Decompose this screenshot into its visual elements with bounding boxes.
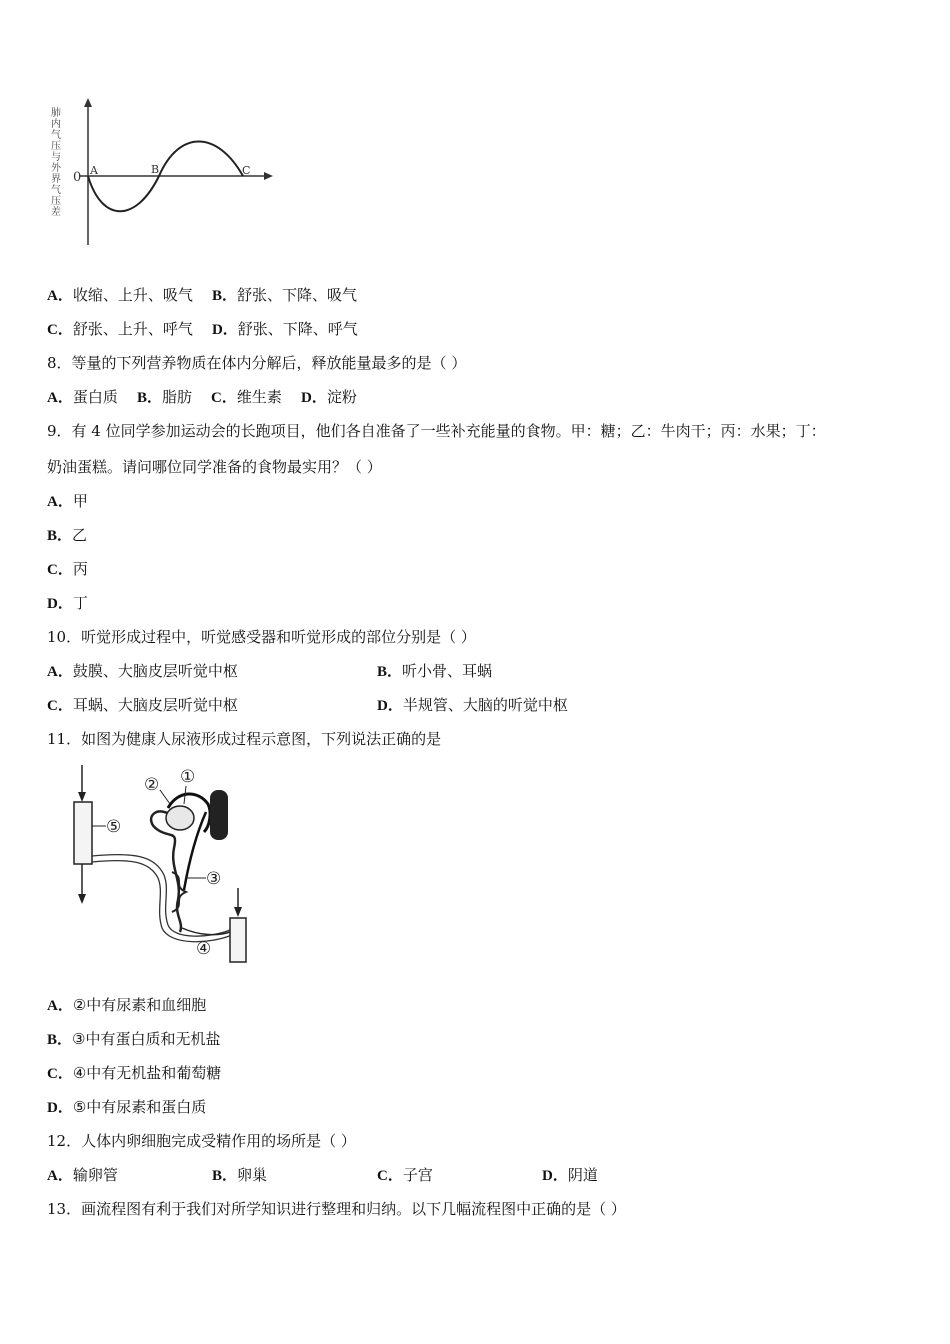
q10-option-a-label: A． <box>47 664 73 680</box>
q9-option-a-text: 甲 <box>72 492 88 510</box>
q11-option-d-text: ⑤中有尿素和蛋白质 <box>72 1098 207 1116</box>
q11-stem: 11．如图为健康人尿液形成过程示意图，下列说法正确的是 <box>47 730 442 748</box>
q9-option-b <box>47 525 87 546</box>
q10-option-d-label: D． <box>377 698 403 714</box>
q13-stem: 13．画流程图有利于我们对所学知识进行整理和归纳。以下几幅流程图中正确的是（ ） <box>47 1200 626 1218</box>
chart-zero-label: 0 <box>73 170 82 185</box>
q10-option-c-label: C． <box>47 698 73 714</box>
q8-option-c-text: 维生素 <box>236 388 282 406</box>
q11-option-c-text: ④中有无机盐和葡萄糖 <box>72 1064 222 1082</box>
q11-option-d-label: D． <box>47 1100 73 1116</box>
chart-ylabel: 肺内气压与外界气压差 <box>48 107 60 217</box>
q7-option-b-text: 舒张、下降、吸气 <box>236 286 357 304</box>
q11-option-b-label: B． <box>47 1032 73 1048</box>
q12-option-b-label: B． <box>212 1168 238 1184</box>
q7-option-a-text: 收缩、上升、吸气 <box>72 286 193 304</box>
q8-option-d-text: 淀粉 <box>326 388 357 406</box>
label-5: ⑤ <box>106 817 122 837</box>
q12-option-b <box>212 1165 267 1186</box>
q12-option-d <box>542 1165 598 1186</box>
q11-option-a <box>47 995 206 1016</box>
q12-option-c-text: 子宫 <box>402 1166 433 1184</box>
q10-option-d <box>377 695 568 716</box>
q7-options-row-2 <box>47 319 358 340</box>
q10-option-c <box>47 695 238 716</box>
label-2: ② <box>144 775 160 795</box>
q9-option-b-text: 乙 <box>72 526 88 544</box>
q10-option-a-text: 鼓膜、大脑皮层听觉中枢 <box>72 662 238 680</box>
q12-option-c-label: C． <box>377 1168 403 1184</box>
q9-option-a <box>47 491 88 512</box>
q12-option-c <box>377 1165 433 1186</box>
q11-option-d <box>47 1097 206 1118</box>
q8-option-c-label: C． <box>211 390 237 406</box>
q8-options <box>47 387 357 408</box>
chart-point-b: B <box>151 163 160 176</box>
label-3: ③ <box>206 869 222 889</box>
q9-option-d-text: 丁 <box>72 594 88 612</box>
q10-stem: 10．听觉形成过程中，听觉感受器和听觉形成的部位分别是（ ） <box>47 628 476 646</box>
q9-option-d-label: D． <box>47 596 73 612</box>
q8-option-a-text: 蛋白质 <box>72 388 118 406</box>
q9-option-c-text: 丙 <box>72 560 88 578</box>
q11-option-b-text: ③中有蛋白质和无机盐 <box>72 1030 221 1048</box>
pressure-curve-figure <box>40 95 280 255</box>
q7-option-d-text: 舒张、下降、呼气 <box>237 320 358 338</box>
q11-option-c <box>47 1063 221 1084</box>
q9-option-b-label: B． <box>47 528 73 544</box>
q9-option-c-label: C． <box>47 562 73 578</box>
q8-option-b-label: B． <box>136 390 162 406</box>
q12-stem: 12．人体内卵细胞完成受精作用的场所是（ ） <box>47 1132 356 1150</box>
nephron-figure <box>60 760 260 970</box>
q8-option-a-label: A． <box>47 390 73 406</box>
q10-option-b-text: 听小骨、耳蜗 <box>402 662 493 680</box>
q10-option-d-text: 半规管、大脑的听觉中枢 <box>402 696 568 714</box>
q8-option-b-text: 脂肪 <box>161 388 192 406</box>
q9-stem-line-1: 9．有 4 位同学参加运动会的长跑项目，他们各自准备了一些补充能量的食物。甲：糖；乙：牛肉干；丙：水果；丁： <box>47 422 826 440</box>
q12-option-b-text: 卵巢 <box>237 1166 268 1184</box>
q9-option-d <box>47 593 88 614</box>
q11-option-b <box>47 1029 220 1050</box>
q12-option-a-text: 输卵管 <box>72 1166 118 1184</box>
q11-option-c-label: C． <box>47 1066 73 1082</box>
q9-option-c <box>47 559 88 580</box>
chart-point-c: C <box>242 164 251 177</box>
q10-option-b <box>377 661 492 682</box>
q12-option-d-label: D． <box>542 1168 568 1184</box>
q8-option-d-label: D． <box>300 390 327 406</box>
q10-option-a <box>47 661 238 682</box>
q11-option-a-text: ②中有尿素和血细胞 <box>72 996 207 1014</box>
label-1: ① <box>180 767 196 787</box>
q12-option-a <box>47 1165 118 1186</box>
q7-options-row-1 <box>47 285 357 306</box>
chart-point-a: A <box>90 164 98 177</box>
q9-stem-line-2: 奶油蛋糕。请问哪位同学准备的食物最实用？（ ） <box>47 458 382 476</box>
q10-option-b-label: B． <box>377 664 403 680</box>
q7-option-d-label: D． <box>211 322 238 338</box>
q12-option-d-text: 阴道 <box>567 1166 598 1184</box>
q7-option-b-label: B． <box>211 288 237 304</box>
q8-stem: 8．等量的下列营养物质在体内分解后，释放能量最多的是（ ） <box>47 354 467 372</box>
q11-option-a-label: A． <box>47 998 73 1014</box>
label-4: ④ <box>196 939 212 959</box>
q10-option-c-text: 耳蜗、大脑皮层听觉中枢 <box>72 696 238 714</box>
q7-option-c-label: C． <box>47 322 73 338</box>
q12-option-a-label: A． <box>47 1168 73 1184</box>
q7-option-a-label: A． <box>47 288 73 304</box>
q9-option-a-label: A． <box>47 494 73 510</box>
q7-option-c-text: 舒张、上升、呼气 <box>72 320 193 338</box>
